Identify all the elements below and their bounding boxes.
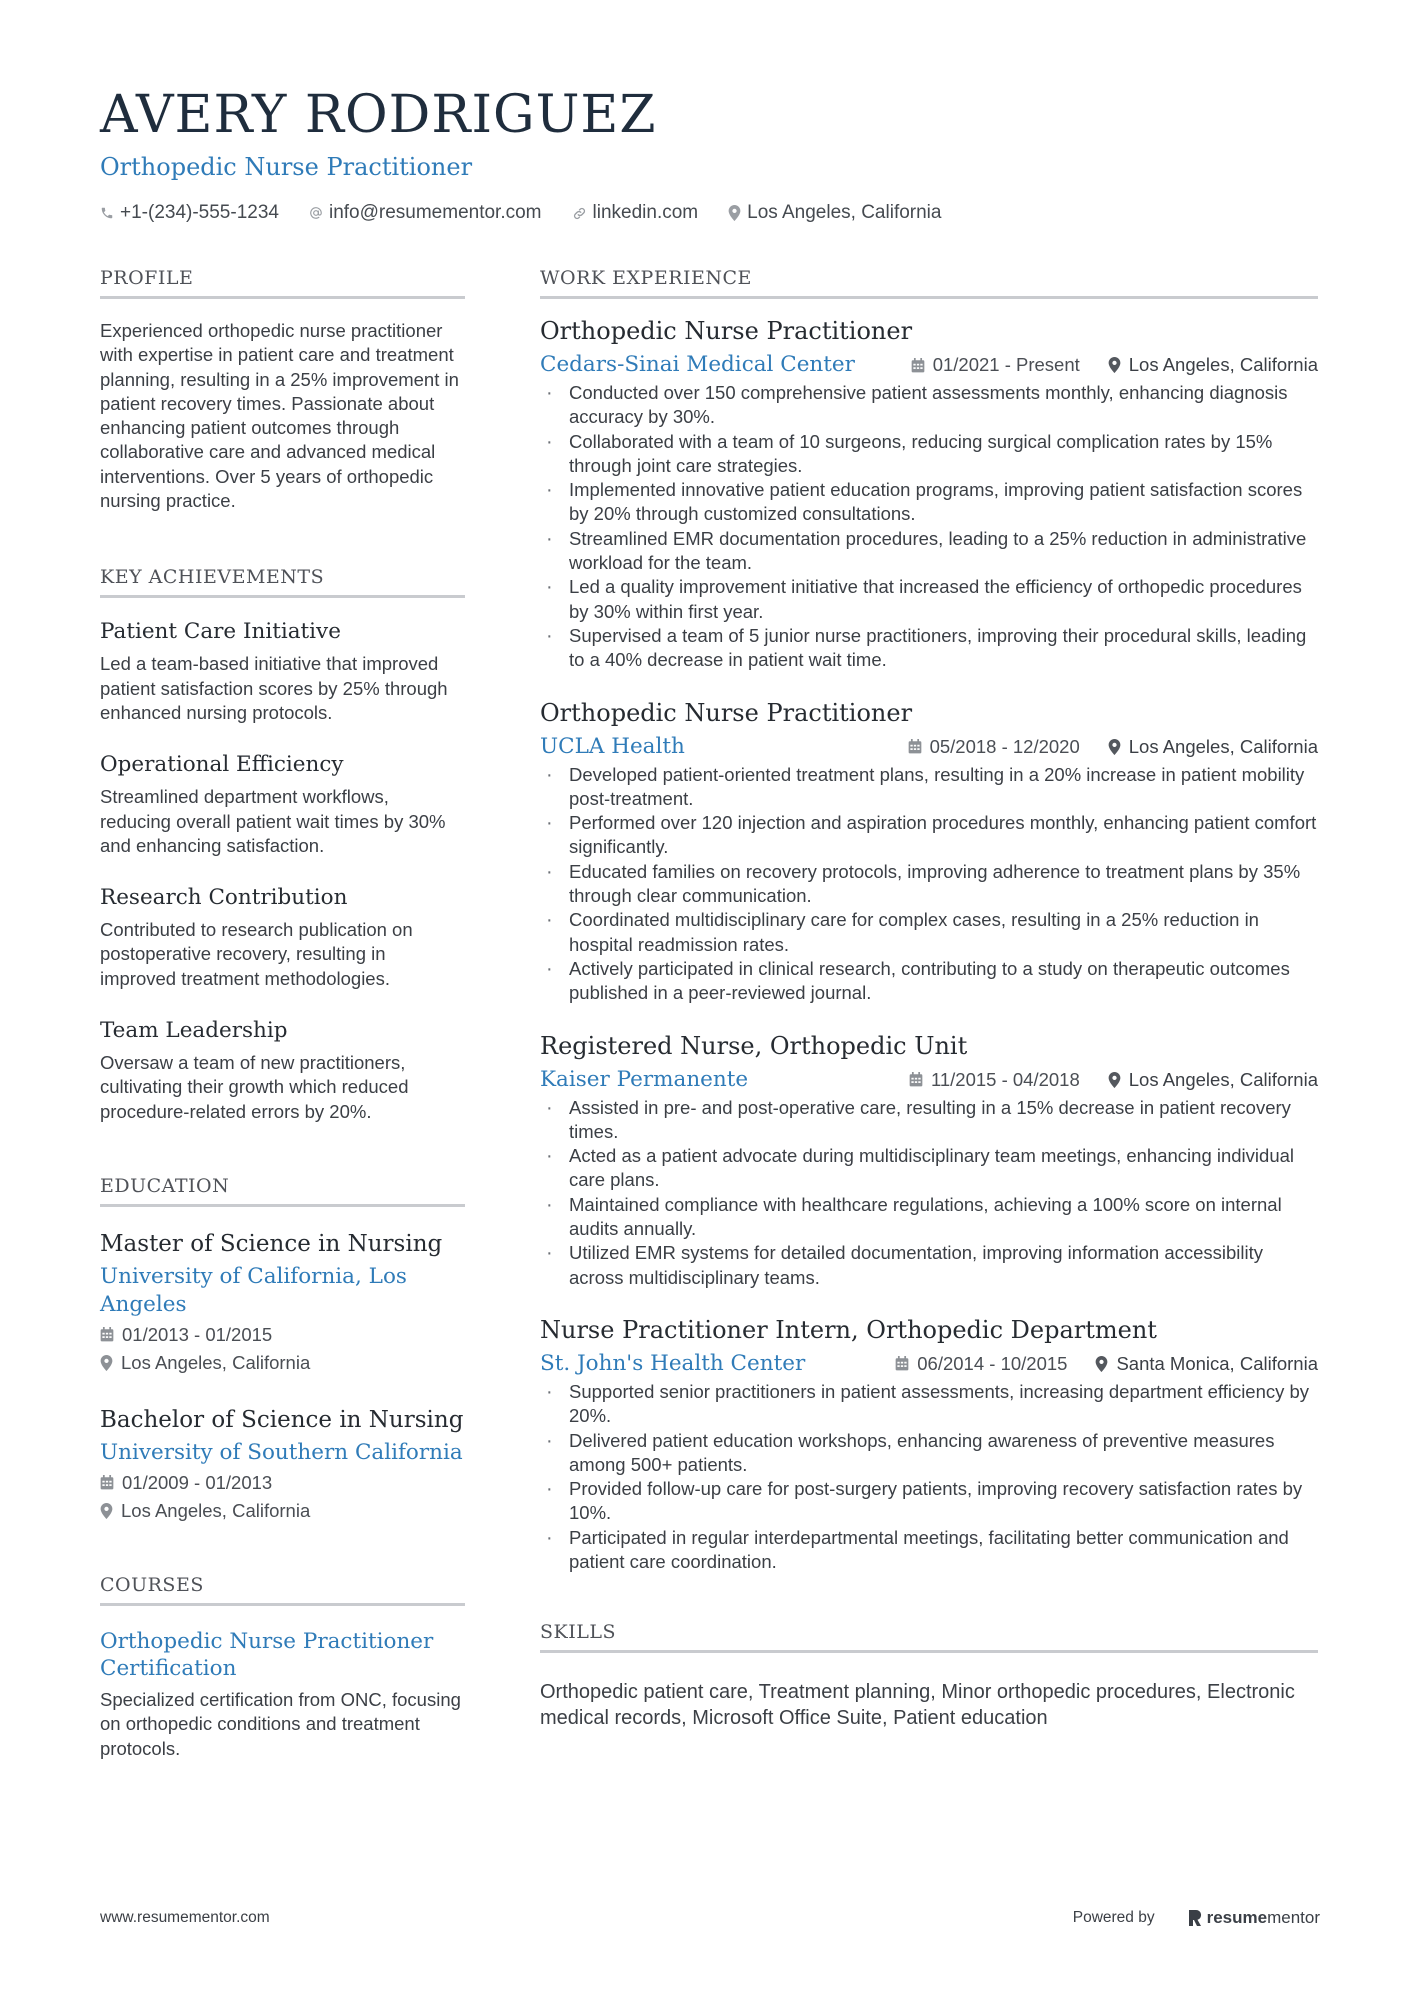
resumementor-logo[interactable] [1187, 1908, 1320, 1928]
job-entry [540, 1314, 1318, 1574]
dates-text: 05/2018 - 12/2020 [929, 735, 1080, 757]
calendar-icon [100, 1327, 114, 1342]
resumementor-logo-icon [1187, 1908, 1203, 1928]
job-dates [911, 351, 1080, 379]
job-dates [895, 1350, 1067, 1378]
profile-section [100, 266, 465, 513]
education-section [100, 1174, 465, 1523]
list-item: · Educated families on recovery protocols, improving adherence to treatment plans by 35% through clear communication. [540, 860, 1318, 909]
at-icon [309, 206, 323, 220]
skills-text: Orthopedic patient care, Treatment planning, Minor orthopedic procedures, Electronic medical records, Microsoft Office Suite, Patient education [540, 1681, 1295, 1730]
dates-text: 01/2013 - 01/2015 [122, 1323, 273, 1345]
job-location [1108, 1066, 1318, 1094]
education-location [100, 1351, 465, 1375]
achievement-text: Contributed to research publication on postoperative recovery, resulting in improved treatment methodologies. [100, 919, 413, 989]
calendar-icon [911, 358, 925, 373]
education-dates [100, 1471, 465, 1495]
phone-icon [100, 206, 114, 220]
location-pin-icon [728, 205, 741, 221]
location-text: Los Angeles, California [121, 1499, 311, 1521]
list-item: · Conducted over 150 comprehensive patient assessments monthly, enhancing diagnosis accuracy by 30%. [540, 381, 1318, 430]
location-text: Los Angeles, California [747, 202, 942, 223]
skills-section [540, 1620, 1318, 1731]
school-name: University of California, Los Angeles [100, 1263, 407, 1317]
school-name: University of Southern California [100, 1439, 463, 1465]
list-item: · Utilized EMR systems for detailed documentation, improving information accessibility across multidisciplinary teams. [540, 1241, 1318, 1290]
achievement-title: Patient Care Initiative [100, 619, 341, 645]
achievement-text: Oversaw a team of new practitioners, cultivating their growth which reduced procedure-related errors by 20%. [100, 1052, 409, 1122]
list-item: · Actively participated in clinical research, contributing to a study on therapeutic outcomes published in a peer-reviewed journal. [540, 957, 1318, 1006]
location-pin-icon [1108, 739, 1121, 755]
location-text: Santa Monica, California [1116, 1352, 1318, 1374]
contact-location [728, 200, 941, 226]
job-title: Nurse Practitioner Intern, Orthopedic Department [540, 1315, 1157, 1344]
job-bullets [540, 381, 1318, 673]
location-pin-icon [1108, 357, 1121, 373]
education-item [100, 1405, 465, 1523]
linkedin-text: linkedin.com [592, 202, 699, 223]
job-dates [908, 733, 1080, 761]
company-name: St. John's Health Center [540, 1350, 806, 1376]
list-item: · Supported senior practitioners in patient assessments, increasing department efficiency by 20%. [540, 1380, 1318, 1429]
achievement-text: Led a team-based initiative that improved patient satisfaction scores by 25% through enhanced nursing protocols. [100, 653, 448, 723]
achievement-item [100, 618, 465, 725]
job-meta [540, 351, 1318, 379]
link-icon [572, 206, 587, 221]
list-item: · Coordinated multidisciplinary care for complex cases, resulting in a 25% reduction in hospital readmission rates. [540, 908, 1318, 957]
left-column [100, 266, 465, 1761]
list-item: · Implemented innovative patient education programs, improving patient satisfaction scores by 20% through customized consultations. [540, 478, 1318, 527]
location-pin-icon [100, 1503, 113, 1519]
phone-text: +1-(234)-555-1234 [120, 202, 279, 223]
job-list [540, 315, 1318, 1574]
courses-heading: COURSES [100, 1573, 465, 1606]
list-item: · Streamlined EMR documentation procedures, leading to a 25% reduction in administrative workload for the team. [540, 527, 1318, 576]
achievement-item [100, 1017, 465, 1124]
location-text: Los Angeles, California [1128, 354, 1318, 375]
achievement-item [100, 751, 465, 858]
powered-by-text: Powered by [1072, 1909, 1155, 1926]
list-item: · Provided follow-up care for post-surgery patients, improving recovery satisfaction rates by 10%. [540, 1477, 1318, 1526]
page-footer [100, 1908, 1320, 1928]
company-name: Kaiser Permanente [540, 1066, 749, 1092]
contact-bar [100, 200, 1320, 226]
list-item: · Participated in regular interdepartmental meetings, facilitating better communication and patient care coordination. [540, 1526, 1318, 1575]
job-entry [540, 315, 1318, 673]
job-title: Orthopedic Nurse Practitioner [540, 698, 913, 727]
achievements-heading: KEY ACHIEVEMENTS [100, 565, 465, 598]
job-meta [540, 1350, 1318, 1378]
achievements-section [100, 565, 465, 1124]
list-item: · Performed over 120 injection and aspiration procedures monthly, enhancing patient comfort significantly. [540, 811, 1318, 860]
contact-linkedin[interactable] [572, 200, 699, 226]
candidate-title: Orthopedic Nurse Practitioner [100, 153, 473, 181]
course-title: Orthopedic Nurse Practitioner Certification [100, 1628, 434, 1681]
job-title: Registered Nurse, Orthopedic Unit [540, 1031, 968, 1060]
candidate-name: AVERY RODRIGUEZ [100, 85, 657, 145]
job-bullets [540, 1380, 1318, 1574]
dates-text: 01/2021 - Present [932, 354, 1080, 375]
achievement-text: Streamlined department workflows, reducing overall patient wait times by 30% and enhancing satisfaction. [100, 786, 446, 856]
location-text: Los Angeles, California [1128, 735, 1318, 757]
degree-title: Bachelor of Science in Nursing [100, 1406, 464, 1433]
job-entry [540, 697, 1318, 1006]
skills-heading: SKILLS [540, 1620, 1318, 1653]
company-name: Cedars-Sinai Medical Center [540, 352, 855, 377]
location-pin-icon [1095, 1356, 1108, 1372]
email-text: info@resumementor.com [328, 202, 542, 223]
calendar-icon [908, 739, 922, 754]
experience-section [540, 266, 1318, 1574]
contact-email[interactable] [309, 200, 542, 226]
job-location [1108, 733, 1318, 761]
brand-part-b: mentor [1267, 1908, 1320, 1927]
job-title: Orthopedic Nurse Practitioner [540, 317, 913, 345]
job-bullets [540, 763, 1318, 1006]
brand-part-a: resume [1206, 1908, 1268, 1927]
job-dates [909, 1066, 1080, 1094]
course-text: Specialized certification from ONC, focusing on orthopedic conditions and treatment protocols. [100, 1688, 461, 1759]
job-bullets [540, 1096, 1318, 1290]
calendar-icon [100, 1475, 114, 1490]
achievement-title: Operational Efficiency [100, 752, 344, 778]
location-text: Los Angeles, California [121, 1351, 311, 1373]
list-item: · Delivered patient education workshops, enhancing awareness of preventive measures among 500+ patients. [540, 1429, 1318, 1478]
dates-text: 11/2015 - 04/2018 [930, 1068, 1080, 1090]
job-location [1095, 1350, 1318, 1378]
list-item: · Supervised a team of 5 junior nurse practitioners, improving their procedural skills, leading to a 40% decrease in patient wait time. [540, 624, 1318, 673]
dates-text: 01/2009 - 01/2013 [122, 1471, 273, 1493]
achievement-title: Research Contribution [100, 885, 348, 911]
location-pin-icon [1108, 1072, 1121, 1088]
location-pin-icon [100, 1355, 113, 1371]
education-dates [100, 1323, 465, 1347]
job-meta [540, 1066, 1318, 1094]
experience-heading: WORK EXPERIENCE [540, 266, 1318, 299]
company-name: UCLA Health [540, 733, 685, 759]
resume-header [100, 82, 1320, 226]
dates-text: 06/2014 - 10/2015 [917, 1352, 1068, 1374]
achievement-item [100, 884, 465, 991]
education-item [100, 1229, 465, 1375]
education-location [100, 1499, 465, 1523]
degree-title: Master of Science in Nursing [100, 1230, 443, 1257]
right-column [540, 266, 1318, 1731]
list-item: · Acted as a patient advocate during multidisciplinary team meetings, enhancing individual care plans. [540, 1144, 1318, 1193]
job-location [1108, 351, 1318, 379]
calendar-icon [895, 1356, 909, 1371]
list-item: · Collaborated with a team of 10 surgeons, reducing surgical complication rates by 15% through joint care strategies. [540, 430, 1318, 479]
location-text: Los Angeles, California [1128, 1068, 1318, 1090]
contact-phone[interactable] [100, 200, 279, 226]
list-item: · Assisted in pre- and post-operative care, resulting in a 15% decrease in patient recovery times. [540, 1096, 1318, 1145]
list-item: · Led a quality improvement initiative that increased the efficiency of orthopedic procedures by 30% within first year. [540, 575, 1318, 624]
profile-text: Experienced orthopedic nurse practitioner with expertise in patient care and treatment planning, resulting in a 25% improvement in patient recovery times. Passionate about enhancing patient outcomes through collaborative care and advanced medical interventions. Over 5 years of orthopedic nursing practice. [100, 320, 459, 512]
list-item: · Developed patient-oriented treatment plans, resulting in a 20% increase in patient mobility post-treatment. [540, 763, 1318, 812]
calendar-icon [909, 1072, 923, 1087]
job-meta [540, 733, 1318, 761]
achievement-title: Team Leadership [100, 1018, 288, 1044]
profile-heading: PROFILE [100, 266, 465, 299]
education-heading: EDUCATION [100, 1174, 465, 1207]
job-entry [540, 1030, 1318, 1290]
courses-section [100, 1573, 465, 1761]
footer-url[interactable]: www.resumementor.com [100, 1909, 270, 1926]
list-item: · Maintained compliance with healthcare regulations, achieving a 100% score on internal audits annually. [540, 1193, 1318, 1242]
